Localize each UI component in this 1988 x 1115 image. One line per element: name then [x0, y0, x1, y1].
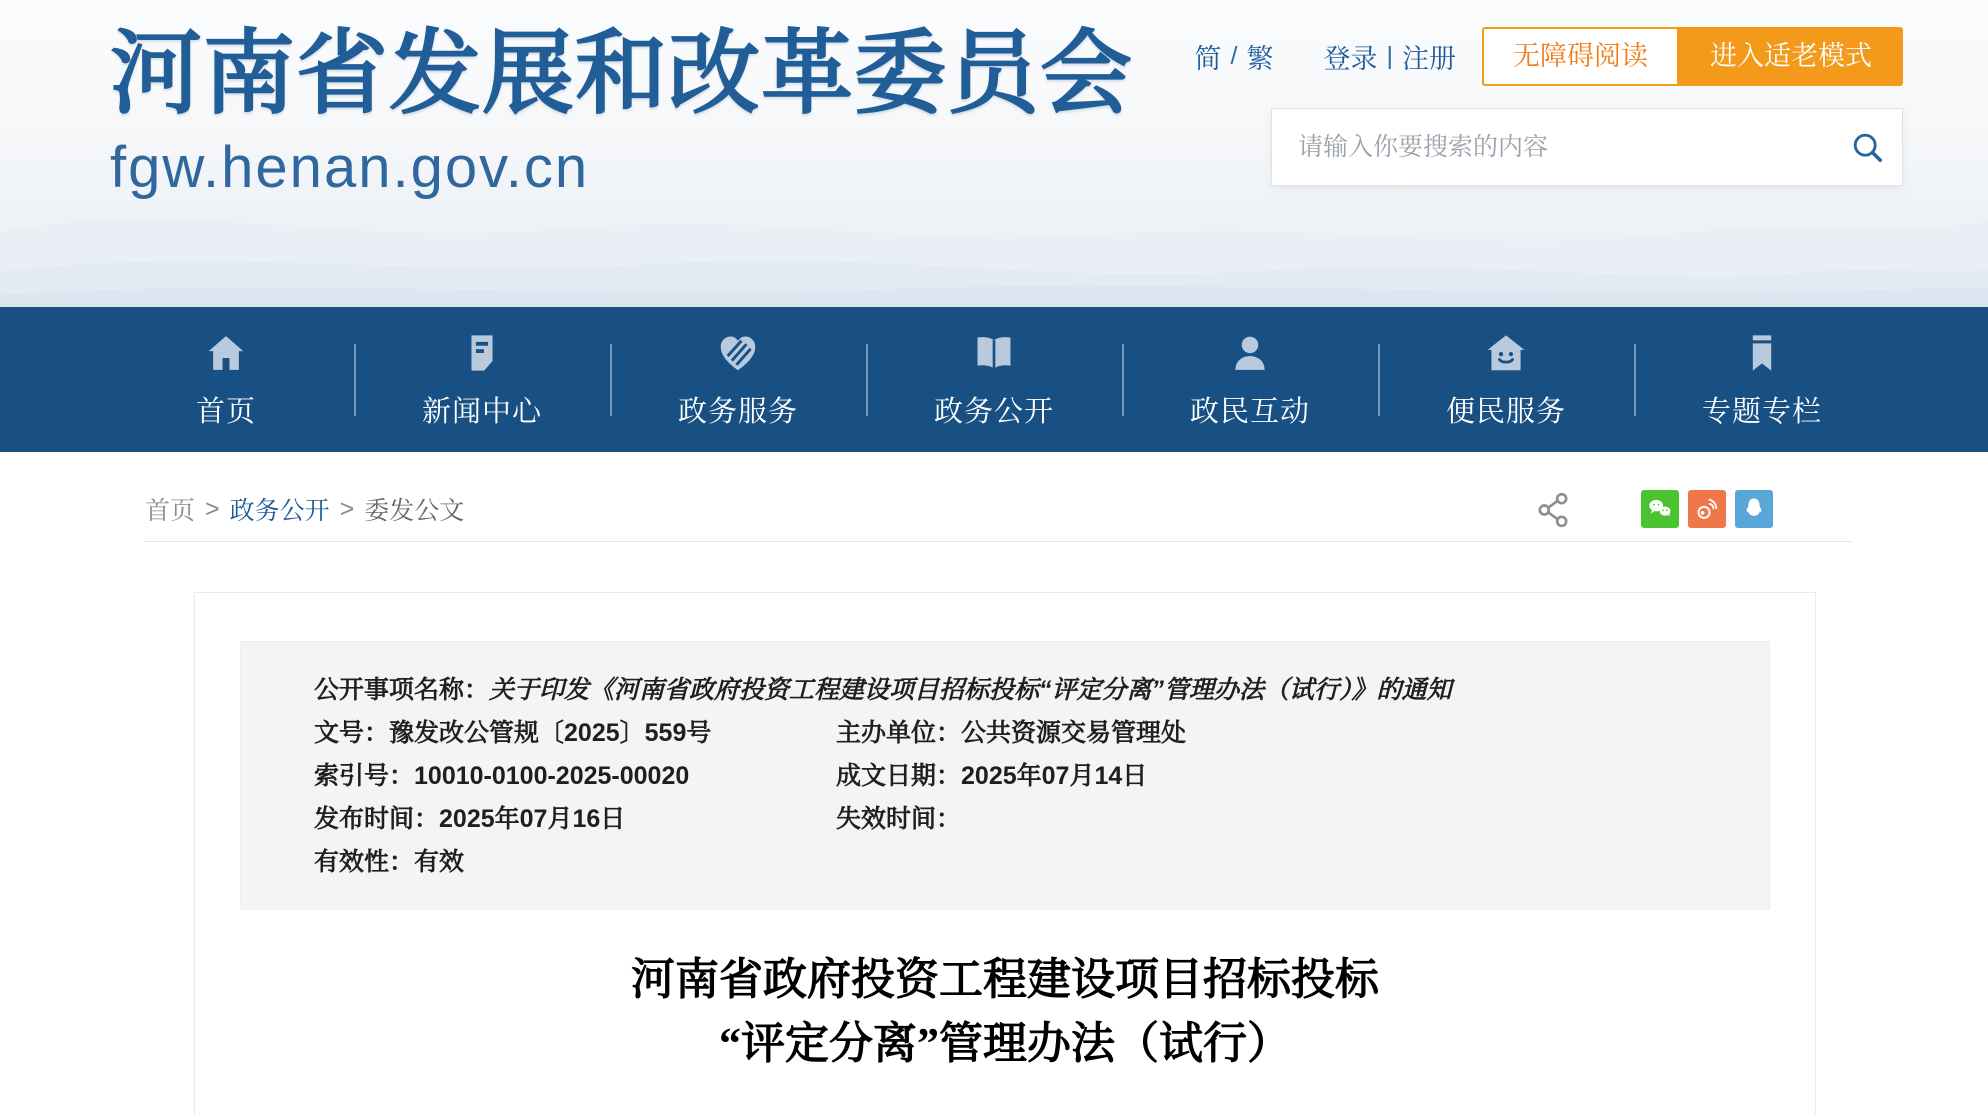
- info-label: 失效时间：: [836, 805, 962, 833]
- share-nodes-icon[interactable]: [1534, 489, 1574, 529]
- register-link[interactable]: 注册: [1402, 43, 1456, 74]
- weibo-share-button[interactable]: [1688, 490, 1726, 528]
- wechat-share-button[interactable]: [1641, 490, 1679, 528]
- nav-item-news-center[interactable]: [354, 307, 610, 452]
- nav-label: 政务公开: [933, 396, 1054, 428]
- info-value: 关于印发《河南省政府投资工程建设项目招标投标“评定分离”管理办法（试行）》的通知: [489, 676, 1452, 704]
- wechat-icon: [1644, 493, 1676, 525]
- login-register-divider: |: [1386, 41, 1393, 70]
- breadcrumb-divider: [145, 541, 1852, 542]
- nav-label: 政民互动: [1189, 396, 1310, 428]
- lang-traditional-link[interactable]: 繁: [1246, 43, 1274, 74]
- info-value: 豫发改公管规〔2025〕559号: [389, 719, 712, 747]
- document-info-box: [240, 641, 1770, 910]
- top-links-row: [1003, 26, 1903, 86]
- home-icon: [203, 330, 249, 376]
- breadcrumb-separator: >: [205, 494, 220, 523]
- nav-label: 专题专栏: [1701, 396, 1822, 428]
- main-navigation: [0, 307, 1988, 452]
- weibo-icon: [1691, 493, 1723, 525]
- nav-item-convenience-services[interactable]: [1378, 307, 1634, 452]
- share-tools: [1534, 489, 1773, 529]
- info-row-publish-expire: [314, 798, 1745, 841]
- search-icon: [1849, 129, 1885, 165]
- info-label: 有效性：: [314, 848, 415, 876]
- breadcrumb-section-link[interactable]: 政务公开: [229, 497, 330, 525]
- mode-buttons: [1482, 27, 1903, 86]
- nav-item-government-services[interactable]: [610, 307, 866, 452]
- house-smile-icon: [1483, 330, 1529, 376]
- search-box: [1271, 108, 1903, 186]
- person-icon: [1227, 330, 1273, 376]
- info-value: 2025年07月14日: [961, 762, 1148, 790]
- document-title: [240, 948, 1770, 1076]
- info-value: 2025年07月16日: [439, 805, 626, 833]
- nav-label: 首页: [195, 396, 256, 428]
- header-utilities: [1003, 26, 1903, 186]
- qq-share-button[interactable]: [1735, 490, 1773, 528]
- news-icon: [459, 330, 505, 376]
- open-book-icon: [971, 330, 1017, 376]
- nav-label: 新闻中心: [421, 396, 542, 428]
- heart-service-icon: [715, 330, 761, 376]
- bookmark-icon: [1739, 330, 1785, 376]
- info-value: 有效: [414, 848, 465, 876]
- info-label: 成文日期：: [836, 762, 962, 790]
- nav-item-public-interaction[interactable]: [1122, 307, 1378, 452]
- breadcrumb-separator: >: [339, 494, 355, 523]
- info-row-number-organizer: [314, 712, 1745, 755]
- nav-item-special-topics[interactable]: [1634, 307, 1890, 452]
- site-name[interactable]: 河南省发展和改革委员会: [110, 23, 1134, 125]
- breadcrumb-row: [0, 488, 1988, 530]
- elder-mode-button[interactable]: 进入适老模式: [1679, 27, 1903, 86]
- info-label: 主办单位：: [836, 719, 962, 747]
- breadcrumb-current: 委发公文: [364, 497, 465, 525]
- info-label: 发布时间：: [314, 805, 440, 833]
- info-label: 公开事项名称：: [314, 676, 490, 704]
- info-label: 文号：: [314, 719, 390, 747]
- info-row-validity: [314, 841, 1745, 884]
- qq-icon: [1738, 493, 1770, 525]
- site-domain: fgw.henan.gov.cn: [110, 134, 590, 200]
- nav-label: 政务服务: [677, 396, 798, 428]
- breadcrumb-home-link[interactable]: 首页: [145, 497, 196, 525]
- search-button[interactable]: [1832, 111, 1902, 183]
- document-title-line2: “评定分离”管理办法（试行）: [719, 1019, 1291, 1068]
- nav-item-home[interactable]: [98, 307, 354, 452]
- document-title-line1: 河南省政府投资工程建设项目招标投标: [631, 955, 1379, 1004]
- info-value: 10010-0100-2025-00020: [414, 762, 690, 790]
- info-row-name: [314, 669, 1745, 712]
- site-logo[interactable]: [110, 22, 1133, 199]
- lang-divider: /: [1230, 41, 1238, 70]
- document-card: [194, 592, 1816, 1115]
- accessibility-reading-button[interactable]: 无障碍阅读: [1482, 27, 1679, 86]
- site-header: [0, 0, 1988, 307]
- login-link[interactable]: 登录: [1323, 43, 1378, 74]
- lang-simplified-link[interactable]: 简: [1194, 43, 1222, 74]
- search-input[interactable]: [1272, 111, 1832, 183]
- breadcrumb: [145, 491, 464, 527]
- info-label: 索引号：: [314, 762, 415, 790]
- nav-label: 便民服务: [1445, 396, 1566, 428]
- info-row-index-date: [314, 755, 1745, 798]
- info-value: 公共资源交易管理处: [961, 719, 1187, 747]
- nav-item-government-open-info[interactable]: [866, 307, 1122, 452]
